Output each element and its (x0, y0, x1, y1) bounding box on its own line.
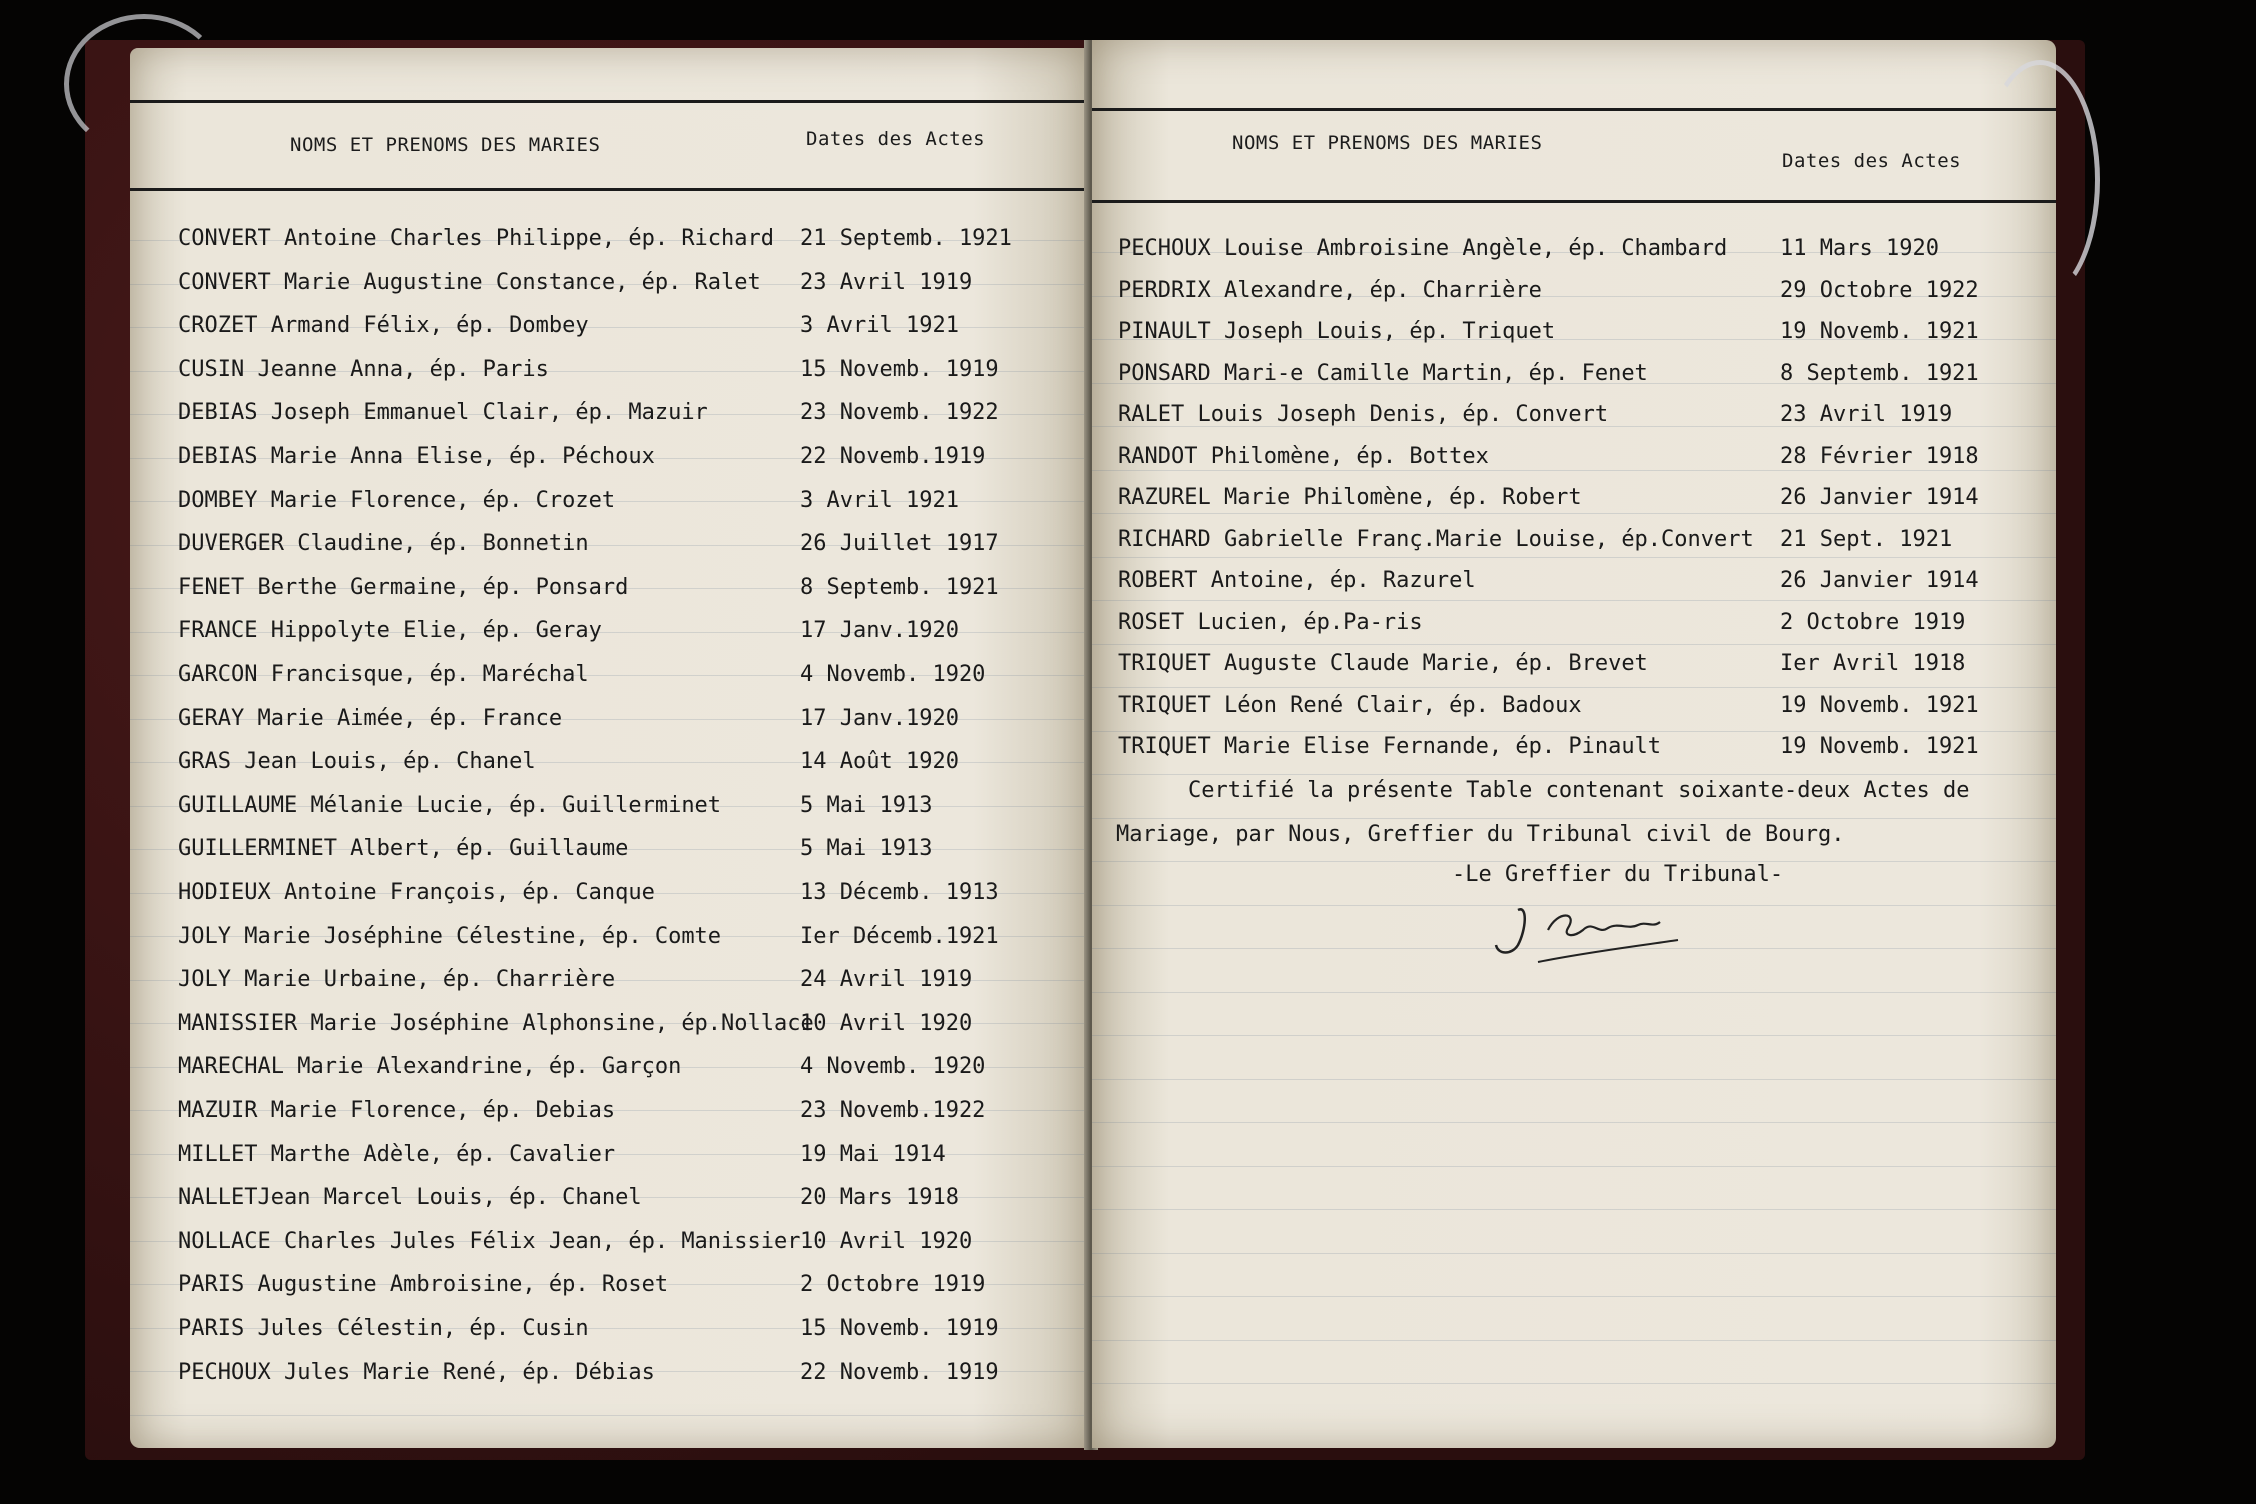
entry-name: RANDOT Philomène, ép. Bottex (1118, 443, 1489, 469)
certification-line-1: Certifié la présente Table contenant soixante-deux Actes de (1188, 778, 1970, 803)
ruled-line (1092, 992, 2056, 993)
entry-date: 8 Septemb. 1921 (1780, 360, 1979, 386)
entry-date: 10 Avril 1920 (800, 1228, 973, 1254)
entry-name: NALLETJean Marcel Louis, ép. Chanel (178, 1185, 642, 1211)
entry-name: TRIQUET Léon René Clair, ép. Badoux (1118, 692, 1582, 718)
entry-date: 5 Mai 1913 (800, 836, 933, 862)
entry-name: PECHOUX Jules Marie René, ép. Débias (178, 1359, 655, 1385)
entry-date: Ier Décemb.1921 (800, 923, 999, 949)
entry-name: JOLY Marie Urbaine, ép. Charrière (178, 967, 616, 993)
entry-date: 17 Janv.1920 (800, 705, 959, 731)
entry-date: 3 Avril 1921 (800, 313, 959, 339)
left-col-names-heading: NOMS ET PRENOMS DES MARIES (290, 134, 601, 156)
entry-name: CROZET Armand Félix, ép. Dombey (178, 313, 589, 339)
ruled-line (1092, 1035, 2056, 1036)
entry-name: GUILLERMINET Albert, ép. Guillaume (178, 836, 629, 862)
entry-date: 28 Février 1918 (1780, 443, 1979, 469)
entry-name: GRAS Jean Louis, ép. Chanel (178, 749, 536, 775)
binder-ring-left (64, 14, 224, 154)
entry-name: PINAULT Joseph Louis, ép. Triquet (1118, 319, 1556, 344)
certification-line-2: Mariage, par Nous, Greffier du Tribunal civil de Bourg. (1116, 822, 1845, 847)
entry-name: JOLY Marie Joséphine Célestine, ép. Comte (178, 923, 722, 949)
entry-date: 13 Décemb. 1913 (800, 880, 999, 905)
entry-date: 8 Septemb. 1921 (800, 574, 999, 600)
entry-date: 23 Avril 1919 (1780, 402, 1953, 427)
ruled-line (1092, 1209, 2056, 1210)
ruled-line (1092, 644, 2056, 645)
entry-name: MAZUIR Marie Florence, ép. Debias (178, 1098, 616, 1123)
left-col-dates-heading: Dates des Actes (806, 128, 986, 150)
header-rule-bottom (130, 188, 1088, 191)
entry-date: 29 Octobre 1922 (1780, 277, 1979, 303)
right-col-names-heading: NOMS ET PRENOMS DES MARIES (1232, 132, 1543, 154)
right-col-dates-heading: Dates des Actes (1782, 150, 1962, 172)
ruled-line (1092, 818, 2056, 819)
ruled-line (1092, 687, 2056, 688)
entry-name: PARIS Augustine Ambroisine, ép. Roset (178, 1272, 669, 1298)
ruled-line (1092, 1122, 2056, 1123)
entry-date: 15 Novemb. 1919 (800, 1316, 999, 1341)
entry-date: 23 Novemb.1922 (800, 1098, 986, 1123)
entry-date: 10 Avril 1920 (800, 1010, 973, 1036)
ruled-line (1092, 1340, 2056, 1341)
entry-name: PONSARD Mari-e Camille Martin, ép. Fenet (1118, 360, 1648, 386)
ruled-line (1092, 1383, 2056, 1384)
ruled-line (1092, 774, 2056, 775)
ruled-line (1092, 1166, 2056, 1167)
entry-name: TRIQUET Auguste Claude Marie, ép. Brevet (1118, 651, 1648, 676)
ruled-line (1092, 513, 2056, 514)
entry-name: HODIEUX Antoine François, ép. Canque (178, 880, 655, 905)
entry-name: GARCON Francisque, ép. Maréchal (178, 662, 589, 687)
entry-name: PERDRIX Alexandre, ép. Charrière (1118, 277, 1542, 303)
left-page (130, 48, 1088, 1448)
entry-date: 17 Janv.1920 (800, 618, 959, 644)
binder-ring-right (1980, 60, 2100, 300)
ruled-line (1092, 731, 2056, 732)
header-rule-top (1092, 108, 2056, 111)
entry-name: RAZUREL Marie Philomène, ép. Robert (1118, 485, 1582, 510)
entry-date: 19 Novemb. 1921 (1780, 734, 1979, 759)
entry-name: CONVERT Marie Augustine Constance, ép. Ralet (178, 269, 761, 295)
entry-name: CONVERT Antoine Charles Philippe, ép. Richard (178, 226, 775, 251)
entry-name: FRANCE Hippolyte Elie, ép. Geray (178, 618, 602, 644)
entry-date: 23 Novemb. 1922 (800, 400, 999, 426)
entry-name: FENET Berthe Germaine, ép. Ponsard (178, 574, 629, 600)
entry-date: 4 Novemb. 1920 (800, 1054, 986, 1080)
entry-date: 22 Novemb.1919 (800, 444, 986, 469)
entry-name: MANISSIER Marie Joséphine Alphonsine, ép.Nollace (178, 1010, 814, 1036)
entry-name: ROBERT Antoine, ép. Razurel (1118, 568, 1476, 593)
entry-name: CUSIN Jeanne Anna, ép. Paris (178, 356, 549, 382)
entry-date: 26 Janvier 1914 (1780, 485, 1979, 510)
entry-date: 11 Mars 1920 (1780, 236, 1939, 261)
entry-date: 14 Août 1920 (800, 749, 959, 775)
entry-name: DEBIAS Marie Anna Elise, ép. Péchoux (178, 444, 655, 469)
ruled-line (1092, 600, 2056, 601)
entry-date: 19 Novemb. 1921 (1780, 319, 1979, 344)
ruled-line (1092, 1296, 2056, 1297)
ruled-line (1092, 470, 2056, 471)
entry-name: DUVERGER Claudine, ép. Bonnetin (178, 531, 589, 557)
signatory-title: -Le Greffier du Tribunal- (1452, 862, 1784, 887)
ruled-line (1092, 1079, 2056, 1080)
entry-date: 2 Octobre 1919 (1780, 609, 1966, 635)
entry-date: 21 Septemb. 1921 (800, 226, 1012, 251)
entry-date: Ier Avril 1918 (1780, 651, 1966, 676)
ruled-line (1092, 1253, 2056, 1254)
entry-date: 2 Octobre 1919 (800, 1272, 986, 1298)
entry-date: 15 Novemb. 1919 (800, 356, 999, 382)
entry-date: 26 Janvier 1914 (1780, 568, 1979, 593)
entry-date: 22 Novemb. 1919 (800, 1359, 999, 1385)
entry-date: 4 Novemb. 1920 (800, 662, 986, 687)
entry-date: 23 Avril 1919 (800, 269, 973, 295)
entry-date: 5 Mai 1913 (800, 792, 933, 818)
header-rule-top (130, 100, 1088, 103)
entry-name: TRIQUET Marie Elise Fernande, ép. Pinault (1118, 734, 1662, 759)
entry-name: RICHARD Gabrielle Franç.Marie Louise, ép.Convert (1118, 526, 1754, 552)
entry-name: DOMBEY Marie Florence, ép. Crozet (178, 487, 616, 513)
entry-name: ROSET Lucien, ép.Pa-ris (1118, 609, 1423, 635)
entry-date: 24 Avril 1919 (800, 967, 973, 993)
entry-date: 26 Juillet 1917 (800, 531, 999, 557)
entry-name: PARIS Jules Célestin, ép. Cusin (178, 1316, 589, 1341)
entry-name: NOLLACE Charles Jules Félix Jean, ép. Manissier (178, 1228, 801, 1254)
ruled-line (130, 1415, 1088, 1416)
entry-name: DEBIAS Joseph Emmanuel Clair, ép. Mazuir (178, 400, 708, 426)
entry-date: 19 Novemb. 1921 (1780, 692, 1979, 718)
ruled-line (1092, 557, 2056, 558)
entry-date: 3 Avril 1921 (800, 487, 959, 513)
entry-name: GUILLAUME Mélanie Lucie, ép. Guillerminet (178, 792, 722, 818)
entry-name: GERAY Marie Aimée, ép. France (178, 705, 563, 731)
entry-date: 21 Sept. 1921 (1780, 526, 1953, 552)
clerk-signature (1488, 900, 1688, 974)
entry-date: 20 Mars 1918 (800, 1185, 959, 1211)
right-page (1092, 40, 2056, 1448)
entry-name: MILLET Marthe Adèle, ép. Cavalier (178, 1141, 616, 1167)
entry-date: 19 Mai 1914 (800, 1141, 946, 1167)
entry-name: MARECHAL Marie Alexandrine, ép. Garçon (178, 1054, 682, 1080)
entry-name: PECHOUX Louise Ambroisine Angèle, ép. Chambard (1118, 236, 1728, 261)
header-rule-bottom (1092, 200, 2056, 203)
entry-name: RALET Louis Joseph Denis, ép. Convert (1118, 402, 1609, 427)
